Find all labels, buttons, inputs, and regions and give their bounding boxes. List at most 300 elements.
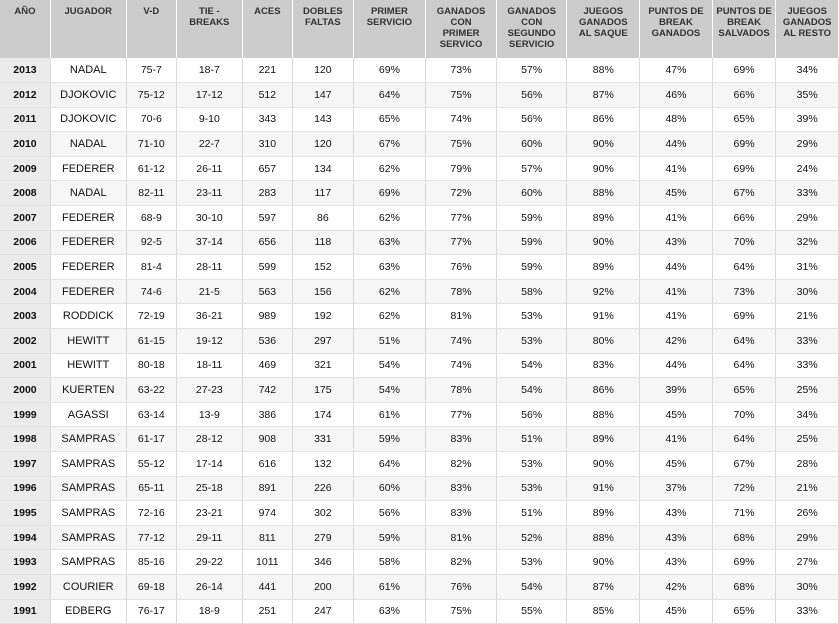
cell-first-serve-won: 82% bbox=[426, 452, 497, 477]
cell-aces: 512 bbox=[242, 83, 292, 108]
cell-year: 2009 bbox=[0, 156, 50, 181]
cell-second-serve-won: 58% bbox=[496, 279, 567, 304]
cell-return-games-won: 25% bbox=[776, 378, 839, 403]
cell-break-points-saved: 64% bbox=[712, 353, 776, 378]
cell-aces: 310 bbox=[242, 132, 292, 157]
cell-service-games-won: 89% bbox=[567, 255, 640, 280]
cell-double-faults: 192 bbox=[293, 304, 354, 329]
table-row bbox=[0, 550, 839, 575]
cell-break-points-won: 43% bbox=[640, 550, 713, 575]
cell-player: KUERTEN bbox=[50, 378, 126, 403]
cell-player: SAMPRAS bbox=[50, 427, 126, 452]
cell-return-games-won: 29% bbox=[776, 525, 839, 550]
cell-double-faults: 279 bbox=[293, 525, 354, 550]
cell-aces: 742 bbox=[242, 378, 292, 403]
cell-double-faults: 132 bbox=[293, 452, 354, 477]
cell-aces: 989 bbox=[242, 304, 292, 329]
cell-first-serve-won: 77% bbox=[426, 206, 497, 231]
header-first-serve-won: GANADOS CON PRIMER SERVICO bbox=[426, 0, 497, 58]
cell-first-serve-won: 75% bbox=[426, 599, 497, 624]
cell-year: 2005 bbox=[0, 255, 50, 280]
cell-aces: 908 bbox=[242, 427, 292, 452]
cell-return-games-won: 30% bbox=[776, 574, 839, 599]
cell-aces: 536 bbox=[242, 329, 292, 354]
cell-break-points-won: 41% bbox=[640, 156, 713, 181]
cell-tie-breaks: 26-14 bbox=[177, 574, 243, 599]
cell-year: 1999 bbox=[0, 402, 50, 427]
cell-return-games-won: 34% bbox=[776, 58, 839, 83]
cell-break-points-saved: 65% bbox=[712, 599, 776, 624]
cell-break-points-saved: 67% bbox=[712, 452, 776, 477]
cell-year: 2001 bbox=[0, 353, 50, 378]
table-row bbox=[0, 599, 839, 624]
cell-service-games-won: 90% bbox=[567, 452, 640, 477]
cell-tie-breaks: 23-21 bbox=[177, 501, 243, 526]
table-body bbox=[0, 58, 839, 624]
cell-first-serve: 61% bbox=[353, 574, 426, 599]
cell-service-games-won: 89% bbox=[567, 501, 640, 526]
cell-tie-breaks: 29-22 bbox=[177, 550, 243, 575]
cell-break-points-saved: 69% bbox=[712, 550, 776, 575]
cell-win-loss: 72-16 bbox=[126, 501, 176, 526]
cell-service-games-won: 88% bbox=[567, 402, 640, 427]
cell-first-serve-won: 74% bbox=[426, 353, 497, 378]
cell-break-points-won: 43% bbox=[640, 525, 713, 550]
cell-return-games-won: 28% bbox=[776, 452, 839, 477]
cell-break-points-won: 37% bbox=[640, 476, 713, 501]
cell-second-serve-won: 57% bbox=[496, 156, 567, 181]
cell-service-games-won: 89% bbox=[567, 206, 640, 231]
cell-first-serve: 59% bbox=[353, 525, 426, 550]
cell-aces: 811 bbox=[242, 525, 292, 550]
header-first-serve: PRIMER SERVICIO bbox=[353, 0, 426, 58]
cell-service-games-won: 92% bbox=[567, 279, 640, 304]
cell-aces: 1011 bbox=[242, 550, 292, 575]
cell-player: FEDERER bbox=[50, 206, 126, 231]
cell-service-games-won: 85% bbox=[567, 599, 640, 624]
table-row bbox=[0, 279, 839, 304]
cell-first-serve: 62% bbox=[353, 304, 426, 329]
cell-first-serve: 56% bbox=[353, 501, 426, 526]
cell-first-serve: 58% bbox=[353, 550, 426, 575]
cell-second-serve-won: 59% bbox=[496, 230, 567, 255]
cell-return-games-won: 27% bbox=[776, 550, 839, 575]
cell-player: NADAL bbox=[50, 132, 126, 157]
cell-player: SAMPRAS bbox=[50, 452, 126, 477]
cell-aces: 343 bbox=[242, 107, 292, 132]
cell-double-faults: 143 bbox=[293, 107, 354, 132]
cell-second-serve-won: 51% bbox=[496, 427, 567, 452]
cell-tie-breaks: 17-12 bbox=[177, 83, 243, 108]
header-second-serve-won: GANADOS CON SEGUNDO SERVICIO bbox=[496, 0, 567, 58]
cell-tie-breaks: 22-7 bbox=[177, 132, 243, 157]
cell-aces: 597 bbox=[242, 206, 292, 231]
header-row bbox=[0, 0, 839, 58]
cell-first-serve: 67% bbox=[353, 132, 426, 157]
cell-year: 2012 bbox=[0, 83, 50, 108]
cell-return-games-won: 29% bbox=[776, 132, 839, 157]
cell-aces: 221 bbox=[242, 58, 292, 83]
cell-return-games-won: 33% bbox=[776, 353, 839, 378]
table-row bbox=[0, 230, 839, 255]
header-year: AÑO bbox=[0, 0, 50, 58]
cell-break-points-won: 45% bbox=[640, 181, 713, 206]
cell-tie-breaks: 18-9 bbox=[177, 599, 243, 624]
table-row bbox=[0, 107, 839, 132]
cell-second-serve-won: 56% bbox=[496, 402, 567, 427]
cell-second-serve-won: 53% bbox=[496, 476, 567, 501]
cell-win-loss: 61-17 bbox=[126, 427, 176, 452]
cell-aces: 469 bbox=[242, 353, 292, 378]
cell-first-serve-won: 83% bbox=[426, 427, 497, 452]
cell-aces: 891 bbox=[242, 476, 292, 501]
cell-win-loss: 85-16 bbox=[126, 550, 176, 575]
cell-second-serve-won: 56% bbox=[496, 83, 567, 108]
cell-year: 1993 bbox=[0, 550, 50, 575]
cell-break-points-saved: 68% bbox=[712, 525, 776, 550]
cell-second-serve-won: 52% bbox=[496, 525, 567, 550]
cell-year: 2010 bbox=[0, 132, 50, 157]
cell-win-loss: 55-12 bbox=[126, 452, 176, 477]
cell-first-serve: 59% bbox=[353, 427, 426, 452]
cell-second-serve-won: 60% bbox=[496, 181, 567, 206]
cell-year: 1996 bbox=[0, 476, 50, 501]
cell-return-games-won: 29% bbox=[776, 206, 839, 231]
cell-year: 1991 bbox=[0, 599, 50, 624]
cell-double-faults: 117 bbox=[293, 181, 354, 206]
cell-double-faults: 147 bbox=[293, 83, 354, 108]
cell-aces: 283 bbox=[242, 181, 292, 206]
cell-aces: 563 bbox=[242, 279, 292, 304]
table-row bbox=[0, 427, 839, 452]
table-row bbox=[0, 353, 839, 378]
cell-return-games-won: 25% bbox=[776, 427, 839, 452]
cell-year: 1998 bbox=[0, 427, 50, 452]
cell-service-games-won: 90% bbox=[567, 550, 640, 575]
cell-second-serve-won: 59% bbox=[496, 255, 567, 280]
cell-year: 1995 bbox=[0, 501, 50, 526]
cell-break-points-saved: 65% bbox=[712, 107, 776, 132]
cell-break-points-won: 45% bbox=[640, 402, 713, 427]
cell-first-serve: 69% bbox=[353, 58, 426, 83]
cell-break-points-won: 42% bbox=[640, 329, 713, 354]
cell-break-points-saved: 67% bbox=[712, 181, 776, 206]
cell-break-points-won: 44% bbox=[640, 353, 713, 378]
cell-return-games-won: 33% bbox=[776, 181, 839, 206]
cell-service-games-won: 90% bbox=[567, 156, 640, 181]
cell-first-serve-won: 72% bbox=[426, 181, 497, 206]
cell-break-points-won: 42% bbox=[640, 574, 713, 599]
cell-double-faults: 120 bbox=[293, 58, 354, 83]
cell-first-serve-won: 76% bbox=[426, 574, 497, 599]
header-return-games-won: JUEGOS GANADOS AL RESTO bbox=[776, 0, 839, 58]
cell-tie-breaks: 18-11 bbox=[177, 353, 243, 378]
cell-year: 1992 bbox=[0, 574, 50, 599]
cell-year: 1997 bbox=[0, 452, 50, 477]
cell-aces: 251 bbox=[242, 599, 292, 624]
header-service-games-won: JUEGOS GANADOS AL SAQUE bbox=[567, 0, 640, 58]
cell-service-games-won: 86% bbox=[567, 378, 640, 403]
cell-double-faults: 86 bbox=[293, 206, 354, 231]
cell-double-faults: 174 bbox=[293, 402, 354, 427]
cell-tie-breaks: 28-12 bbox=[177, 427, 243, 452]
cell-year: 2003 bbox=[0, 304, 50, 329]
cell-player: DJOKOVIC bbox=[50, 83, 126, 108]
cell-break-points-won: 41% bbox=[640, 427, 713, 452]
cell-break-points-saved: 70% bbox=[712, 230, 776, 255]
cell-first-serve-won: 75% bbox=[426, 83, 497, 108]
cell-aces: 657 bbox=[242, 156, 292, 181]
cell-break-points-won: 43% bbox=[640, 230, 713, 255]
cell-first-serve-won: 76% bbox=[426, 255, 497, 280]
cell-double-faults: 302 bbox=[293, 501, 354, 526]
cell-service-games-won: 86% bbox=[567, 107, 640, 132]
cell-year: 2006 bbox=[0, 230, 50, 255]
cell-player: FEDERER bbox=[50, 279, 126, 304]
cell-break-points-won: 43% bbox=[640, 501, 713, 526]
cell-return-games-won: 21% bbox=[776, 304, 839, 329]
cell-return-games-won: 30% bbox=[776, 279, 839, 304]
cell-first-serve-won: 78% bbox=[426, 279, 497, 304]
cell-second-serve-won: 59% bbox=[496, 206, 567, 231]
cell-second-serve-won: 53% bbox=[496, 329, 567, 354]
cell-second-serve-won: 54% bbox=[496, 353, 567, 378]
cell-return-games-won: 33% bbox=[776, 599, 839, 624]
cell-player: FEDERER bbox=[50, 230, 126, 255]
cell-win-loss: 65-11 bbox=[126, 476, 176, 501]
cell-first-serve: 65% bbox=[353, 107, 426, 132]
cell-win-loss: 81-4 bbox=[126, 255, 176, 280]
cell-second-serve-won: 53% bbox=[496, 550, 567, 575]
cell-first-serve: 51% bbox=[353, 329, 426, 354]
cell-first-serve-won: 81% bbox=[426, 304, 497, 329]
header-tie-breaks: TIE - BREAKS bbox=[177, 0, 243, 58]
table-row bbox=[0, 132, 839, 157]
cell-double-faults: 321 bbox=[293, 353, 354, 378]
table-row bbox=[0, 402, 839, 427]
cell-tie-breaks: 26-11 bbox=[177, 156, 243, 181]
cell-tie-breaks: 29-11 bbox=[177, 525, 243, 550]
cell-service-games-won: 80% bbox=[567, 329, 640, 354]
cell-service-games-won: 90% bbox=[567, 132, 640, 157]
cell-first-serve: 62% bbox=[353, 156, 426, 181]
cell-player: EDBERG bbox=[50, 599, 126, 624]
cell-player: COURIER bbox=[50, 574, 126, 599]
cell-win-loss: 77-12 bbox=[126, 525, 176, 550]
cell-service-games-won: 83% bbox=[567, 353, 640, 378]
cell-year: 2011 bbox=[0, 107, 50, 132]
cell-win-loss: 68-9 bbox=[126, 206, 176, 231]
cell-break-points-saved: 68% bbox=[712, 574, 776, 599]
cell-break-points-won: 41% bbox=[640, 304, 713, 329]
cell-player: FEDERER bbox=[50, 255, 126, 280]
table-row bbox=[0, 181, 839, 206]
cell-double-faults: 120 bbox=[293, 132, 354, 157]
cell-first-serve: 63% bbox=[353, 230, 426, 255]
cell-second-serve-won: 54% bbox=[496, 574, 567, 599]
cell-year: 2007 bbox=[0, 206, 50, 231]
cell-service-games-won: 89% bbox=[567, 427, 640, 452]
cell-service-games-won: 91% bbox=[567, 304, 640, 329]
cell-win-loss: 75-7 bbox=[126, 58, 176, 83]
cell-return-games-won: 21% bbox=[776, 476, 839, 501]
cell-win-loss: 75-12 bbox=[126, 83, 176, 108]
cell-first-serve: 64% bbox=[353, 452, 426, 477]
cell-double-faults: 331 bbox=[293, 427, 354, 452]
cell-player: DJOKOVIC bbox=[50, 107, 126, 132]
cell-double-faults: 152 bbox=[293, 255, 354, 280]
cell-second-serve-won: 55% bbox=[496, 599, 567, 624]
cell-second-serve-won: 53% bbox=[496, 304, 567, 329]
cell-first-serve-won: 77% bbox=[426, 230, 497, 255]
cell-break-points-saved: 69% bbox=[712, 304, 776, 329]
cell-break-points-saved: 66% bbox=[712, 206, 776, 231]
cell-double-faults: 175 bbox=[293, 378, 354, 403]
cell-tie-breaks: 21-5 bbox=[177, 279, 243, 304]
cell-return-games-won: 26% bbox=[776, 501, 839, 526]
cell-win-loss: 63-14 bbox=[126, 402, 176, 427]
cell-aces: 441 bbox=[242, 574, 292, 599]
cell-service-games-won: 91% bbox=[567, 476, 640, 501]
cell-first-serve-won: 73% bbox=[426, 58, 497, 83]
cell-win-loss: 61-15 bbox=[126, 329, 176, 354]
cell-return-games-won: 33% bbox=[776, 329, 839, 354]
header-double-faults: DOBLES FALTAS bbox=[293, 0, 354, 58]
cell-aces: 599 bbox=[242, 255, 292, 280]
cell-break-points-won: 44% bbox=[640, 132, 713, 157]
cell-break-points-saved: 73% bbox=[712, 279, 776, 304]
cell-first-serve: 60% bbox=[353, 476, 426, 501]
header-player: JUGADOR bbox=[50, 0, 126, 58]
cell-win-loss: 61-12 bbox=[126, 156, 176, 181]
cell-service-games-won: 88% bbox=[567, 525, 640, 550]
cell-double-faults: 226 bbox=[293, 476, 354, 501]
header-break-points-won: PUNTOS DE BREAK GANADOS bbox=[640, 0, 713, 58]
cell-return-games-won: 31% bbox=[776, 255, 839, 280]
cell-first-serve-won: 74% bbox=[426, 329, 497, 354]
table-row bbox=[0, 58, 839, 83]
cell-return-games-won: 39% bbox=[776, 107, 839, 132]
cell-player: NADAL bbox=[50, 58, 126, 83]
cell-first-serve-won: 75% bbox=[426, 132, 497, 157]
cell-tie-breaks: 13-9 bbox=[177, 402, 243, 427]
header-break-points-saved: PUNTOS DE BREAK SALVADOS bbox=[712, 0, 776, 58]
cell-first-serve: 63% bbox=[353, 599, 426, 624]
cell-service-games-won: 87% bbox=[567, 83, 640, 108]
cell-player: HEWITT bbox=[50, 329, 126, 354]
cell-first-serve: 54% bbox=[353, 353, 426, 378]
cell-double-faults: 134 bbox=[293, 156, 354, 181]
cell-player: RODDICK bbox=[50, 304, 126, 329]
cell-first-serve-won: 77% bbox=[426, 402, 497, 427]
table-row bbox=[0, 329, 839, 354]
cell-win-loss: 69-18 bbox=[126, 574, 176, 599]
cell-break-points-saved: 65% bbox=[712, 378, 776, 403]
cell-first-serve: 69% bbox=[353, 181, 426, 206]
cell-win-loss: 70-6 bbox=[126, 107, 176, 132]
cell-break-points-saved: 64% bbox=[712, 329, 776, 354]
cell-break-points-won: 45% bbox=[640, 452, 713, 477]
cell-win-loss: 82-11 bbox=[126, 181, 176, 206]
cell-year: 2002 bbox=[0, 329, 50, 354]
cell-tie-breaks: 30-10 bbox=[177, 206, 243, 231]
cell-player: NADAL bbox=[50, 181, 126, 206]
table-row bbox=[0, 156, 839, 181]
cell-service-games-won: 88% bbox=[567, 181, 640, 206]
cell-break-points-saved: 69% bbox=[712, 132, 776, 157]
cell-break-points-won: 41% bbox=[640, 206, 713, 231]
cell-first-serve: 64% bbox=[353, 83, 426, 108]
cell-first-serve: 62% bbox=[353, 206, 426, 231]
table-row bbox=[0, 452, 839, 477]
cell-player: AGASSI bbox=[50, 402, 126, 427]
cell-return-games-won: 35% bbox=[776, 83, 839, 108]
cell-first-serve-won: 81% bbox=[426, 525, 497, 550]
cell-win-loss: 92-5 bbox=[126, 230, 176, 255]
cell-tie-breaks: 9-10 bbox=[177, 107, 243, 132]
cell-first-serve-won: 83% bbox=[426, 476, 497, 501]
table-row bbox=[0, 83, 839, 108]
cell-tie-breaks: 28-11 bbox=[177, 255, 243, 280]
cell-tie-breaks: 25-18 bbox=[177, 476, 243, 501]
table-row bbox=[0, 304, 839, 329]
cell-year: 2004 bbox=[0, 279, 50, 304]
cell-second-serve-won: 60% bbox=[496, 132, 567, 157]
cell-win-loss: 71-10 bbox=[126, 132, 176, 157]
cell-double-faults: 297 bbox=[293, 329, 354, 354]
cell-break-points-saved: 70% bbox=[712, 402, 776, 427]
cell-first-serve-won: 79% bbox=[426, 156, 497, 181]
cell-first-serve: 63% bbox=[353, 255, 426, 280]
cell-break-points-won: 41% bbox=[640, 279, 713, 304]
cell-player: FEDERER bbox=[50, 156, 126, 181]
cell-break-points-won: 47% bbox=[640, 58, 713, 83]
header-win-loss: V-D bbox=[126, 0, 176, 58]
cell-second-serve-won: 57% bbox=[496, 58, 567, 83]
cell-win-loss: 63-22 bbox=[126, 378, 176, 403]
table-row bbox=[0, 255, 839, 280]
cell-first-serve-won: 78% bbox=[426, 378, 497, 403]
cell-aces: 616 bbox=[242, 452, 292, 477]
cell-break-points-won: 45% bbox=[640, 599, 713, 624]
cell-player: SAMPRAS bbox=[50, 476, 126, 501]
cell-aces: 386 bbox=[242, 402, 292, 427]
cell-double-faults: 118 bbox=[293, 230, 354, 255]
cell-win-loss: 72-19 bbox=[126, 304, 176, 329]
cell-break-points-saved: 69% bbox=[712, 156, 776, 181]
cell-first-serve-won: 82% bbox=[426, 550, 497, 575]
table-row bbox=[0, 378, 839, 403]
cell-player: SAMPRAS bbox=[50, 525, 126, 550]
cell-return-games-won: 24% bbox=[776, 156, 839, 181]
cell-player: SAMPRAS bbox=[50, 550, 126, 575]
cell-tie-breaks: 27-23 bbox=[177, 378, 243, 403]
cell-first-serve: 61% bbox=[353, 402, 426, 427]
cell-tie-breaks: 37-14 bbox=[177, 230, 243, 255]
cell-first-serve-won: 74% bbox=[426, 107, 497, 132]
cell-service-games-won: 88% bbox=[567, 58, 640, 83]
cell-break-points-saved: 69% bbox=[712, 58, 776, 83]
cell-break-points-won: 46% bbox=[640, 83, 713, 108]
cell-service-games-won: 87% bbox=[567, 574, 640, 599]
cell-year: 1994 bbox=[0, 525, 50, 550]
cell-double-faults: 346 bbox=[293, 550, 354, 575]
cell-win-loss: 80-18 bbox=[126, 353, 176, 378]
cell-tie-breaks: 23-11 bbox=[177, 181, 243, 206]
cell-player: HEWITT bbox=[50, 353, 126, 378]
cell-service-games-won: 90% bbox=[567, 230, 640, 255]
cell-break-points-saved: 72% bbox=[712, 476, 776, 501]
